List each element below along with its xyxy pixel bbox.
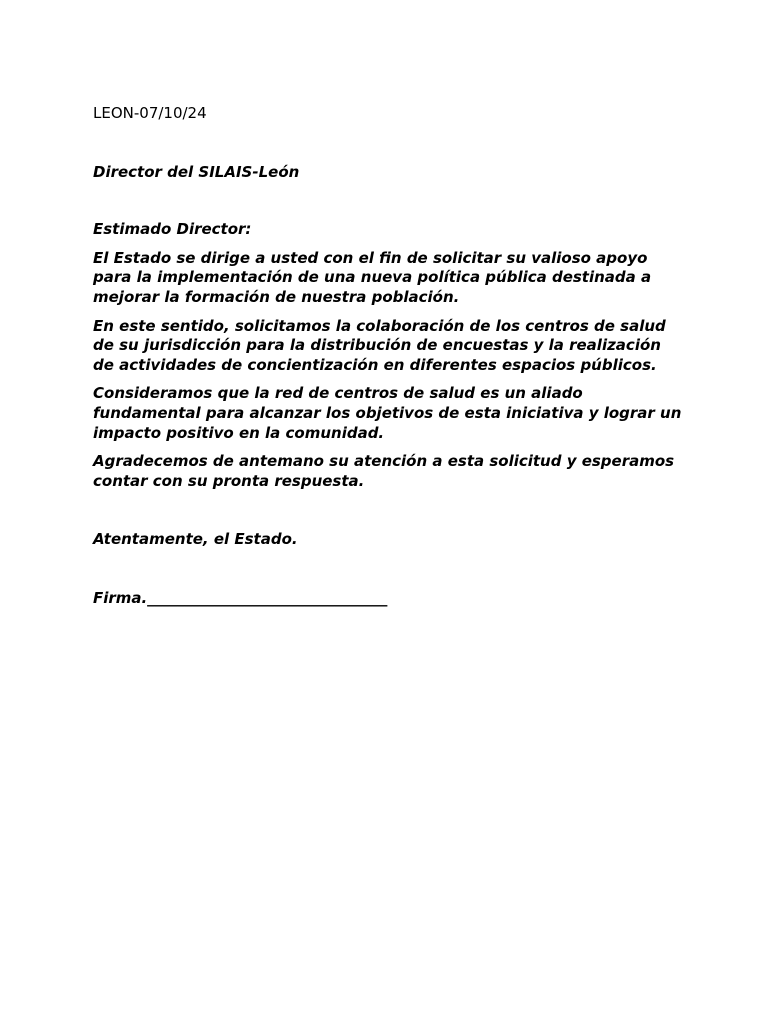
letter-paragraph-4: Agradecemos de antemano su atención a esta solicitud y esperamos contar con su pronta respuesta. xyxy=(93,452,675,490)
letter-paragraph-3: Consideramos que la red de centros de salud es un aliado fundamental para alcanzar los objetivos de esta iniciativa y lograr un impacto positivo en la comunidad. xyxy=(93,384,682,442)
letter-closing: Atentamente, el Estado. xyxy=(93,530,298,549)
letter-body xyxy=(93,104,683,609)
letter-date: LEON-07/10/24 xyxy=(93,104,207,122)
letter-paragraph-2: En este sentido, solicitamos la colaboración de los centros de salud de su jurisdicción para la distribución de encuestas y la realización de actividades de concientización en diferentes espacios públicos. xyxy=(93,316,666,374)
letter-salutation: Estimado Director: xyxy=(93,220,252,239)
letter-paragraph-1: El Estado se dirige a usted con el fin de solicitar su valioso apoyo para la implementación de una nueva política pública destinada a mejorar la formación de nuestra población. xyxy=(93,248,652,306)
signature-line: Firma.________________________________ xyxy=(93,588,388,607)
letter-recipient: Director del SILAIS-León xyxy=(93,162,300,181)
